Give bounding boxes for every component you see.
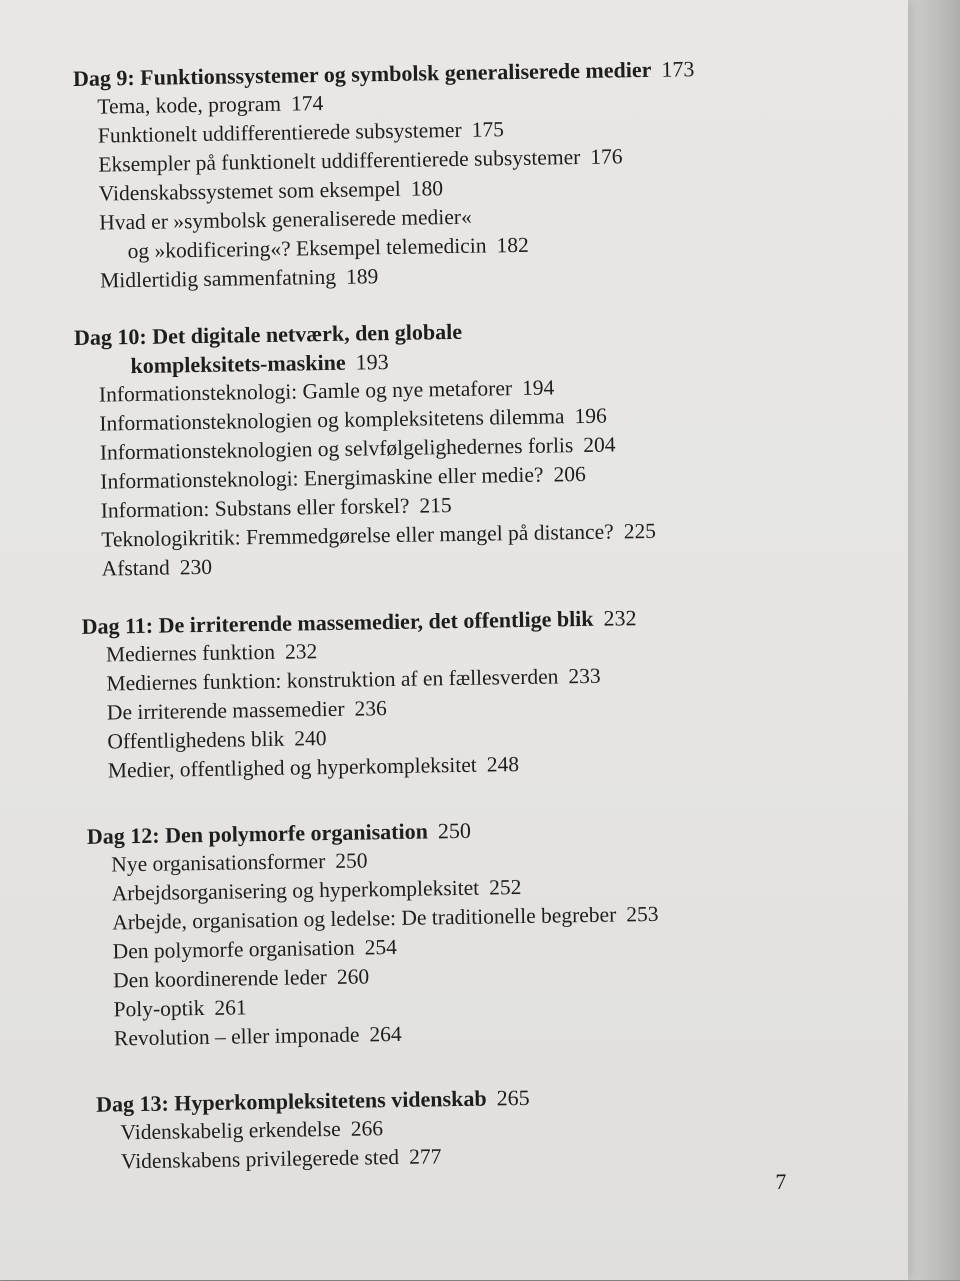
section-title: Nye organisationsformer (111, 849, 326, 877)
section-page-number: 260 (336, 964, 370, 989)
section-title: Videnskabens privilegerede sted (120, 1144, 400, 1174)
section-title: Information: Substans eller forskel? (100, 493, 410, 523)
section-list (75, 368, 898, 584)
chapter-dag-9 (73, 51, 897, 296)
chapter-page-number: 193 (355, 349, 389, 375)
section-title: Offentlighedens blik (107, 726, 285, 754)
chapter-title: Dag 13: Hyperkompleksitetens videnskab (95, 1085, 487, 1117)
section-title: Hvad er »symbolsk generaliserede medier« (99, 204, 472, 235)
chapter-page-number: 232 (603, 605, 637, 631)
section-page-number: 254 (364, 934, 398, 960)
chapter-page-number: 265 (496, 1084, 530, 1111)
section-title: Mediernes funktion: konstruktion af en fællesverden (106, 664, 559, 696)
chapter-dag-12 (87, 809, 911, 1054)
section-page-number: 233 (568, 663, 601, 689)
section-title: Funktionelt uddifferentierede subsystemer (97, 117, 462, 148)
section-page-number: 250 (335, 848, 368, 873)
section-page-number: 240 (294, 726, 327, 751)
chapter-dag-10 (74, 310, 898, 584)
section-title: Informationsteknologi: Energimaskine eller medie? (100, 462, 544, 494)
section-title: Eksempler på funktionelt uddifferentierede subsystemer (98, 144, 581, 177)
section-list (87, 838, 910, 1054)
chapter-page-number: 173 (661, 56, 695, 82)
section-page-number: 248 (486, 752, 520, 777)
section-page-number: 277 (408, 1144, 442, 1169)
section-list (96, 1106, 917, 1177)
section-title: Informationsteknologien og selvfølgelighedernes forlis (99, 433, 574, 465)
section-page-number: 206 (553, 461, 586, 487)
section-list (82, 628, 904, 786)
section-list (73, 80, 896, 296)
section-title: Arbejdsorganisering og hyperkompleksitet (111, 875, 480, 906)
chapter-page-number: 250 (437, 817, 472, 844)
section-page-number: 261 (214, 995, 247, 1020)
section-title-continuation-text: og »kodificering«? Eksempel telemedicin (127, 233, 487, 264)
section-title: Videnskabssystemet som eksempel (98, 176, 402, 206)
section-page-number: 196 (574, 403, 607, 429)
section-page-number: 225 (623, 518, 657, 544)
page-folio-number: 7 (775, 1168, 787, 1195)
chapter-title: Dag 12: Den polymorfe organisation (86, 818, 429, 849)
section-title: Informationsteknologien og kompleksitetens dilemma (99, 404, 565, 436)
section-title: Den polymorfe organisation (112, 935, 355, 964)
section-title: Videnskabelig erkendelse (120, 1116, 341, 1145)
section-title: Teknologikritik: Fremmedgørelse eller mangel på distance? (101, 519, 614, 552)
section-title: Poly-optik (113, 996, 205, 1022)
section-title: Afstand (101, 555, 170, 581)
section-page-number: 266 (350, 1116, 384, 1141)
section-title: Informationsteknologi: Gamle og nye metaforer (98, 376, 513, 407)
section-title: Midlertidig sammenfatning (99, 264, 337, 293)
section-title: Arbejde, organisation og ledelse: De traditionelle begreber (112, 902, 617, 935)
chapter-title: Dag 9: Funktionssystemer og symbolsk generaliserede medier (72, 56, 652, 91)
section-title: Tema, kode, program (97, 91, 282, 119)
section-page-number: 236 (354, 696, 387, 721)
section-page-number: 253 (626, 901, 659, 927)
section-page-number: 232 (284, 639, 318, 664)
section-title: De irriterende massemedier (106, 696, 345, 725)
chapter-dag-13 (96, 1077, 917, 1177)
section-page-number: 176 (590, 144, 623, 169)
section-page-number: 252 (488, 875, 522, 900)
section-page-number: 204 (583, 432, 616, 457)
section-page-number: 189 (345, 264, 379, 289)
section-title: Mediernes funktion (105, 639, 276, 667)
section-page-number: 180 (410, 176, 444, 201)
section-page-number: 175 (471, 117, 505, 142)
chapter-title: Dag 10: Det digitale netværk, den globale (73, 318, 463, 350)
chapter-dag-11 (81, 599, 904, 786)
section-page-number: 264 (369, 1021, 402, 1047)
section-page-number: 230 (179, 554, 213, 580)
section-title: Den koordinerende leder (112, 965, 328, 993)
chapter-title-continuation-text: kompleksitets-maskine (130, 349, 346, 379)
section-page-number: 194 (521, 375, 555, 400)
section-title: Medier, offentlighed og hyperkompleksitet (107, 752, 477, 783)
section-title: Revolution – eller imponade (113, 1022, 360, 1051)
section-page-number: 215 (419, 493, 452, 518)
chapter-title: Dag 11: De irriterende massemedier, det offentlige blik (81, 605, 594, 639)
section-page-number: 174 (290, 91, 324, 116)
section-page-number: 182 (496, 232, 529, 258)
